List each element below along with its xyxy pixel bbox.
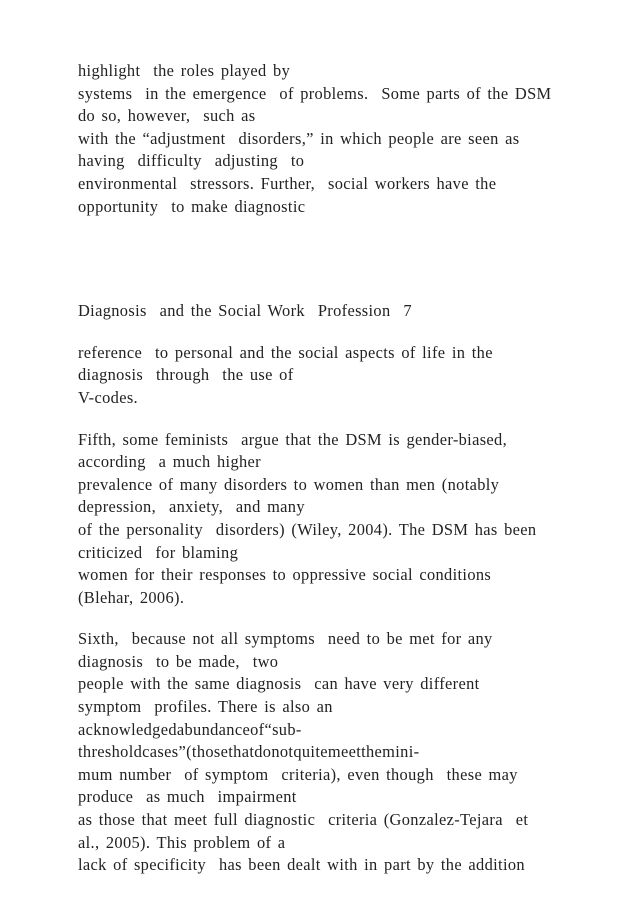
text-line: highlight the roles played by bbox=[78, 61, 291, 80]
text-line: V-codes. bbox=[78, 387, 139, 407]
text-line: symptom profiles. There is also an bbox=[78, 697, 333, 717]
paragraph-fifth bbox=[78, 429, 598, 610]
text-line: al., 2005). This problem of a bbox=[78, 832, 286, 852]
text-line: thresholdcases”(thosethatdonotquitemeetthemini- bbox=[78, 742, 420, 762]
paragraph-gap bbox=[78, 609, 598, 628]
text-line: systems in the emergence of problems. Some parts of the DSM bbox=[78, 83, 552, 103]
text-line: opportunity to make diagnostic bbox=[78, 196, 306, 216]
text-line: environmental stressors. Further, social workers have the bbox=[78, 173, 497, 193]
text-line: women for their responses to oppressive social conditions bbox=[78, 565, 492, 585]
text-line: Sixth, because not all symptoms need to be met for any bbox=[78, 629, 493, 649]
text-line: people with the same diagnosis can have very different bbox=[78, 674, 480, 694]
text-line: mum number of symptom criteria), even though these may bbox=[78, 764, 518, 784]
text-line: with the “adjustment disorders,” in which people are seen as bbox=[78, 128, 520, 148]
running-header: Diagnosis and the Social Work Profession 7 bbox=[78, 301, 412, 321]
text-line: reference to personal and the social aspects of life in the bbox=[78, 342, 493, 362]
text-line: do so, however, such as bbox=[78, 106, 256, 126]
section-gap bbox=[78, 218, 598, 300]
text-line: produce as much impairment bbox=[78, 787, 297, 807]
text-line: of the personality disorders) (Wiley, 2004). The DSM has been bbox=[78, 519, 537, 539]
paragraph-continuation bbox=[78, 60, 598, 218]
text-line: as those that meet full diagnostic criteria (Gonzalez-Tejara et bbox=[78, 810, 529, 830]
paragraph-gap bbox=[78, 410, 598, 429]
text-line: according a much higher bbox=[78, 452, 261, 472]
paragraph-vcodes bbox=[78, 342, 598, 410]
text-line: diagnosis to be made, two bbox=[78, 651, 279, 671]
text-line: having difficulty adjusting to bbox=[78, 151, 305, 171]
text-line: prevalence of many disorders to women than men (notably bbox=[78, 474, 500, 494]
text-line: (Blehar, 2006). bbox=[78, 587, 185, 607]
paragraph-gap bbox=[78, 323, 598, 342]
paragraph-sixth bbox=[78, 628, 598, 877]
text-line: lack of specificity has been dealt with in part by the addition bbox=[78, 855, 525, 875]
text-line: diagnosis through the use of bbox=[78, 365, 294, 385]
text-line: depression, anxiety, and many bbox=[78, 497, 305, 517]
text-line: Fifth, some feminists argue that the DSM is gender-biased, bbox=[78, 429, 508, 449]
text-line: criticized for blaming bbox=[78, 542, 239, 562]
text-line: acknowledgedabundanceof“sub- bbox=[78, 719, 302, 739]
